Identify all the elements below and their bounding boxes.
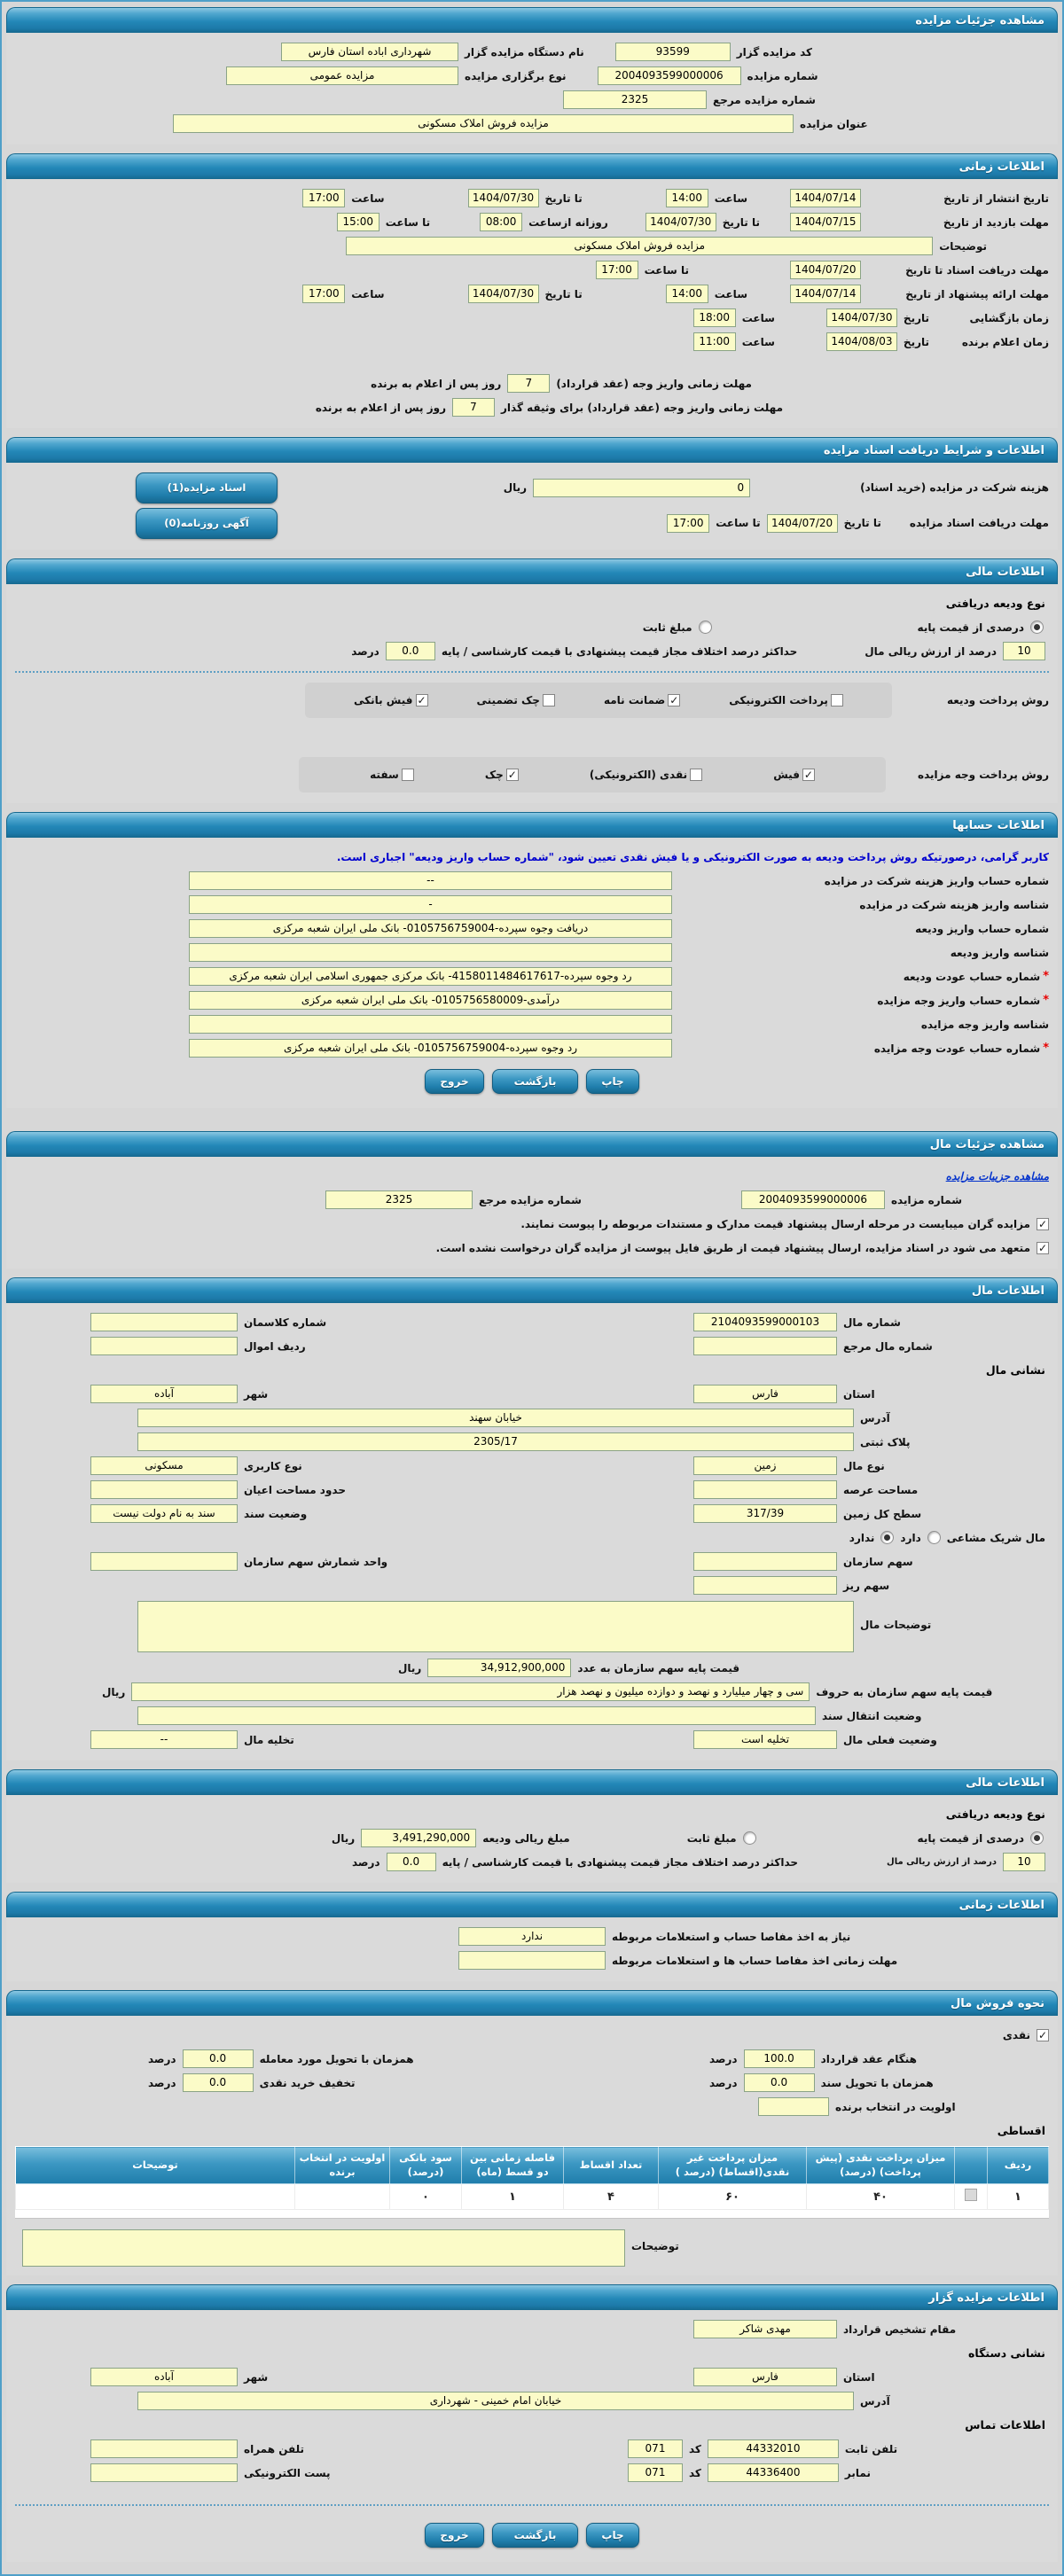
registration-plate-label: پلاک ثبتی <box>860 1435 911 1448</box>
deed-transfer-field[interactable] <box>137 1706 816 1725</box>
docs-deadline-time-field[interactable]: 17:00 <box>596 261 638 279</box>
fee-deposit-id-row: شناسه واریز هزینه شرکت در مزایده - <box>15 893 1049 917</box>
back-button[interactable]: بازگشت <box>492 2523 579 2548</box>
fixed-amount-radio[interactable] <box>699 621 712 634</box>
deposit-return-account-field[interactable]: رد وجوه سپرده-4158011484617617- بانک مرکزی جمهوری اسلامی ایران شعبه مرکزی <box>189 967 672 986</box>
no-attachment-request-row <box>15 1236 1049 1260</box>
participation-fee-row: هزینه شرکت در مزایده (خرید اسناد) 0 ریال اسناد مزایده(1) <box>15 470 1049 505</box>
asset-auction-number-field[interactable]: 2004093599000006 <box>741 1190 885 1209</box>
section-header-asset-info: اطلاعات مال <box>6 1277 1058 1303</box>
deposit-percent-suffix-2: درصد از ارزش ریالی مال <box>887 1857 997 1867</box>
percent-of-base-radio-2[interactable] <box>1030 1831 1044 1845</box>
promissory-note-checkbox[interactable] <box>402 769 414 781</box>
required-mark: * <box>1043 994 1049 1007</box>
deposit-percent-row-2: 10 درصد از ارزش ریالی مال حداکثر درصد اختلاف مجاز قیمت پیشنهادی با قیمت کارشناسی / پایه 0.0 درصد <box>15 1850 1049 1874</box>
publish-date-row: تاریخ انتشار از تاریخ 1404/07/14 ساعت 14:00 تا تاریخ 1404/07/30 ساعت 17:00 <box>15 186 1049 210</box>
contract-authority-field[interactable]: مهدی شاکر <box>693 2320 837 2338</box>
evacuation-label: تخلیه مال <box>244 1733 294 1746</box>
asset-city-field[interactable]: آباده <box>90 1385 238 1403</box>
col-installment-percent: میزان پرداخت غیر نقدی(اقساط) (درصد ) <box>659 2147 807 2184</box>
deposit-account-row: شماره حساب واریز ودیعه دریافت وجوه سپرده-0105756759004- بانک ملی ایران شعبه مرکزی <box>15 917 1049 941</box>
asset-row-label: ردیف اموال <box>244 1339 306 1353</box>
mobile-label: تلفن همراه <box>244 2442 305 2455</box>
auction-details-link[interactable]: مشاهده جزییات مزایده <box>945 1169 1049 1183</box>
sale-notes-field[interactable] <box>22 2229 625 2267</box>
section-asset-info: اطلاعات مال شماره مال 2104093599000103 شماره کلاسمان شماره مال مرجع ردیف اموال نشانی مال استان فارس شهر آباده آدرس خیابان سهند پلاک ثبتی 2305/17 نوع مال زمین نوع کاربری مسکونی مساحت عرصه حدود مساحت اعیان سطح کل زمین 317/39 وضعیت سند سند به نام دولت نیست مال شریک مشاعی دارد ندارد سهم سازمان واحد شمارش سهم سازمان سهم ریز توضیحات مال قیمت پایه سهم سازمان به عدد 34,912,900,000 ریال قیمت پایه سهم سازمان به حروف سی و چهار میلیارد و نهصد و دوازده میلیون و نهصد هزار ریال وضعیت انتقال سند وضعیت فعلی مال تخلیه است تخلیه مال -- <box>6 1277 1058 1760</box>
asset-row-field[interactable] <box>90 1337 238 1355</box>
deposit-percent-row: 10 درصد از ارزش ریالی مال حداکثر درصد اختلاف مجاز قیمت پیشنهادی با قیمت کارشناسی / پایه 0.0 درصد <box>15 639 1049 663</box>
section-accounts <box>6 812 1058 1108</box>
deed-transfer-label: وضعیت انتقال سند <box>822 1709 922 1722</box>
delivery-percent-field[interactable]: 0.0 <box>183 2049 254 2068</box>
total-land-field[interactable]: 317/39 <box>693 1504 837 1523</box>
winner-date-field[interactable]: 1404/08/03 <box>826 332 897 351</box>
deed-delivery-percent-label: همزمان با تحویل سند <box>820 2076 934 2089</box>
winner-priority-field[interactable] <box>758 2097 829 2116</box>
base-price-words-field[interactable]: سی و چهار میلیارد و نهصد و دوازده میلیون و نهصد هزار <box>131 1682 810 1701</box>
publish-date-to-field[interactable]: 1404/07/30 <box>468 189 539 207</box>
classification-label: شماره کلاسمان <box>244 1315 327 1329</box>
installment-table-wrap <box>15 2146 1049 2219</box>
building-area-label: حدود مساحت اعیان <box>244 1483 347 1496</box>
clearance-required-label: نیاز به اخذ مفاصا حساب و استعلامات مربوطه <box>612 1930 851 1943</box>
deposit-type-label: نوع ودیعه دریافتی <box>945 597 1045 610</box>
deed-delivery-percent-field[interactable]: 0.0 <box>744 2073 815 2092</box>
fixed-amount-radio-2[interactable] <box>743 1831 756 1845</box>
landline-label: تلفن ثابت <box>844 2442 898 2455</box>
section-schedule-2 <box>6 1892 1058 1981</box>
section-header-accounts: اطلاعات حسابها <box>6 812 1058 838</box>
visit-period-row: مهلت بازدید از تاریخ 1404/07/15 تا تاریخ 1404/07/30 روزانه ازساعت 08:00 تا ساعت 15:00 <box>15 210 1049 234</box>
col-select <box>955 2147 988 2184</box>
winner-announce-row: زمان اعلام برنده تاریخ 1404/08/03 ساعت 11:00 <box>15 330 1049 354</box>
exit-button[interactable]: خروج <box>425 1069 483 1094</box>
joint-owner-yes-radio[interactable] <box>927 1531 941 1544</box>
contact-info-heading: اطلاعات تماس <box>965 2418 1045 2432</box>
docs-receive-time-field[interactable]: 17:00 <box>667 514 709 533</box>
electronic-payment-checkbox[interactable] <box>831 694 843 706</box>
org-address-field[interactable]: خیابان امام خمینی - شهرداری <box>137 2392 854 2410</box>
delivery-percent-label: همزمان با تحویل مورد معامله <box>259 2052 414 2065</box>
section-financial-2 <box>6 1769 1058 1883</box>
section-header-schedule: اطلاعات زمانی <box>6 153 1058 179</box>
joint-owner-row: مال شریک مشاعی دارد ندارد <box>849 1531 1045 1544</box>
classification-field[interactable] <box>90 1313 238 1331</box>
current-status-field[interactable]: تخلیه است <box>693 1730 837 1749</box>
cell-row-number: ۱ <box>988 2184 1049 2210</box>
land-area-label: مساحت عرصه <box>843 1483 919 1496</box>
asset-city-label: شهر <box>244 1387 269 1401</box>
section-header-financial-1: اطلاعات مالی <box>6 558 1058 584</box>
winner-priority-label: اولویت در انتخاب برنده <box>835 2100 956 2113</box>
visit-time-from-field[interactable]: 08:00 <box>480 213 522 231</box>
hold-type-label: نوع برگزاری مزایده <box>465 69 567 82</box>
print-button[interactable]: چاپ <box>586 1069 638 1094</box>
deed-status-label: وضعیت سند <box>244 1507 308 1520</box>
max-diff-label: حداکثر درصد اختلاف مجاز قیمت پیشنهادی با قیمت کارشناسی / پایه <box>441 644 798 658</box>
offer-period-label: مهلت ارائه پیشنهاد از تاریخ <box>905 287 1049 301</box>
share-unit-label: واحد شمارش سهم سازمان <box>244 1555 388 1568</box>
publish-date-label: تاریخ انتشار از تاریخ <box>943 191 1049 205</box>
cell-cash-percent: ۴۰ <box>807 2184 955 2210</box>
auction-payment-id-field[interactable] <box>189 1015 672 1034</box>
cell-notes <box>16 2184 295 2210</box>
publish-time-from-field[interactable]: 14:00 <box>666 189 708 207</box>
installment-heading: اقساطی <box>997 2124 1045 2137</box>
installment-row <box>16 2184 1049 2210</box>
newspaper-ads-button[interactable]: آگهی روزنامه(0) <box>136 508 278 539</box>
org-province-label: استان <box>843 2370 875 2384</box>
cash-sale-label: نقدی <box>1002 2028 1030 2041</box>
fee-deposit-account-field[interactable]: -- <box>189 871 672 890</box>
registration-plate-field[interactable]: 2305/17 <box>137 1432 854 1451</box>
asset-number-field[interactable]: 2104093599000103 <box>693 1313 837 1331</box>
opening-time-row: زمان بازگشایی تاریخ 1404/07/30 ساعت 18:00 <box>15 306 1049 330</box>
required-mark: * <box>1043 1042 1049 1055</box>
org-address-heading: نشانی دستگاه <box>968 2346 1045 2361</box>
docs-deadline-label: مهلت دریافت اسناد تا تاریخ <box>905 263 1049 277</box>
deposit-id-row: شناسه واریز ودیعه <box>15 941 1049 964</box>
section-header-auction-details: مشاهده جزئیات مزایده <box>6 7 1058 33</box>
cash-sale-checkbox[interactable]: ✓ <box>1037 2028 1048 2041</box>
contract-payment-deadline-row: مهلت زمانی واریز وجه (عقد قرارداد) 7 روز پس از اعلام به برنده <box>15 371 1049 395</box>
col-bank-interest: سود بانکی (درصد) <box>390 2147 462 2184</box>
asset-province-field[interactable]: فارس <box>693 1385 837 1403</box>
org-province-field[interactable]: فارس <box>693 2368 837 2386</box>
reference-number-field[interactable]: 2325 <box>563 90 707 109</box>
cell-installment-count: ۴ <box>564 2184 659 2210</box>
org-share-field[interactable] <box>693 1552 837 1571</box>
section-header-financial-2: اطلاعات مالی <box>6 1769 1058 1795</box>
fax-label: نمابر <box>844 2466 871 2479</box>
print-button[interactable]: چاپ <box>586 2523 638 2548</box>
current-status-label: وضعیت فعلی مال <box>843 1733 937 1746</box>
no-attachment-request-text: متعهد می شود در اسناد مزایده، ارسال پیشنهاد قیمت از طریق فایل پیوست از مزایده گران درخواست نشده است. <box>435 1241 1030 1254</box>
clearance-required-field[interactable]: ندارد <box>458 1927 606 1946</box>
cell-winner-priority <box>295 2184 390 2210</box>
asset-address-field[interactable]: خیابان سهند <box>137 1409 854 1427</box>
deposit-return-account-row: * شماره حساب عودت ودیعه رد وجوه سپرده-4158011484617617- بانک مرکزی جمهوری اسلامی ایران شعبه مرکزی <box>15 964 1049 988</box>
hold-type-field[interactable]: مزایده عمومی <box>226 66 458 85</box>
cheque-checkbox[interactable]: ✓ <box>507 769 517 781</box>
deposit-percent-suffix: درصد از ارزش ریالی مال <box>864 644 997 658</box>
auction-payment-id-row: شناسه واریز وجه مزایده <box>15 1012 1049 1036</box>
cash-electronic-checkbox[interactable] <box>690 769 702 781</box>
deed-status-field[interactable]: سند به نام دولت نیست <box>90 1504 238 1523</box>
deposit-type-options-row <box>15 615 1049 639</box>
cash-discount-label: تخفیف خرید نقدی <box>259 2076 356 2089</box>
participation-fee-field[interactable]: 0 <box>533 479 750 497</box>
attachment-required-row <box>15 1212 1049 1236</box>
auction-subject-field[interactable]: مزایده فروش املاک مسکونی <box>173 114 794 133</box>
schedule-notes-field[interactable]: مزایده فروش املاک مسکونی <box>346 237 933 255</box>
col-row: ردیف <box>988 2147 1049 2184</box>
auction-code-field[interactable]: 93599 <box>615 43 731 61</box>
docs-deadline-row: مهلت دریافت اسناد تا تاریخ 1404/07/20 تا ساعت 17:00 <box>15 258 1049 282</box>
accounts-buttons <box>15 1060 1049 1099</box>
cash-discount-field[interactable]: 0.0 <box>183 2073 254 2092</box>
sale-notes-label: توضیحات <box>631 2240 679 2253</box>
opening-time-label: زمان بازگشایی <box>969 311 1049 324</box>
divider <box>15 2504 1049 2506</box>
asset-auction-ref-label: شماره مزایده مرجع <box>479 1193 582 1206</box>
winner-announce-label: زمان اعلام برنده <box>961 335 1049 348</box>
landline-code-field[interactable]: 071 <box>628 2439 683 2458</box>
auction-documents-button[interactable]: اسناد مزایده(1) <box>136 472 278 503</box>
auctioneer-name-label: نام دستگاه مزایده گزار <box>465 45 584 59</box>
base-price-words-label: قیمت پایه سهم سازمان به حروف <box>816 1685 993 1698</box>
auction-payment-methods-label: روش پرداخت وجه مزایده <box>918 769 1049 781</box>
visit-date-to-field[interactable]: 1404/07/30 <box>645 213 716 231</box>
contract-payment-deadline-label: مهلت زمانی واریز وجه (عقد قرارداد) <box>556 377 752 390</box>
fixed-amount-label: مبلغ ثابت <box>642 621 692 634</box>
deposit-account-field[interactable]: دریافت وجوه سپرده-0105756759004- بانک ملی ایران شعبه مرکزی <box>189 919 672 938</box>
docs-receive-date-field[interactable]: 1404/07/20 <box>767 514 838 533</box>
guarantor-payment-days-field[interactable]: 7 <box>452 398 495 417</box>
contract-percent-label: هنگام عقد قرارداد <box>820 2052 917 2065</box>
usage-type-field[interactable]: مسکونی <box>90 1456 238 1475</box>
section-header-documents: اطلاعات و شرایط دریافت اسناد مزایده <box>6 437 1058 463</box>
section-financial-1 <box>6 558 1058 803</box>
section-header-schedule-2: اطلاعات زمانی <box>6 1892 1058 1917</box>
asset-notes-label: توضیحات مال <box>860 1619 932 1631</box>
total-land-label: سطح کل زمین <box>843 1507 922 1520</box>
contract-payment-days-field[interactable]: 7 <box>507 374 550 393</box>
deposit-id-field[interactable] <box>189 943 672 962</box>
org-address-label: آدرس <box>860 2394 890 2408</box>
auction-payment-methods-row <box>15 755 1049 794</box>
deposit-percent-field-2[interactable]: 10 <box>1003 1853 1045 1871</box>
deposit-type-options-row-2: درصدی از قیمت پایه مبلغ ثابت مبلغ ریالی ودیعه 3,491,290,000 ریال <box>15 1826 1049 1850</box>
cell-select <box>955 2184 988 2210</box>
divider <box>15 671 1049 673</box>
slip-checkbox[interactable]: ✓ <box>803 769 813 781</box>
section-asset-view <box>6 1131 1058 1268</box>
sub-share-label: سهم ریز <box>843 1579 890 1592</box>
email-field[interactable] <box>90 2463 238 2482</box>
joint-owner-label: مال شریک مشاعی <box>946 1531 1045 1544</box>
clearance-deadline-row <box>15 1948 1049 1972</box>
deposit-amount-field[interactable]: 3,491,290,000 <box>361 1829 476 1847</box>
participation-fee-label: هزینه شرکت در مزایده (خرید اسناد) <box>860 481 1049 494</box>
fax-field[interactable]: 44336400 <box>708 2463 839 2482</box>
docs-receive-deadline-row: مهلت دریافت اسناد مزایده تا تاریخ 1404/07/20 تا ساعت 17:00 آگهی روزنامه(0) <box>15 505 1049 541</box>
guarantor-payment-deadline-label: مهلت زمانی واریز وجه (عقد قرارداد) برای وثیقه گذار <box>501 401 783 414</box>
required-mark: * <box>1043 970 1049 983</box>
certified-cheque-checkbox[interactable] <box>543 694 555 706</box>
deposit-payment-methods-panel: پرداخت الکترونیکی ✓ ضمانت نامه چک تضمینی ✓ فیش بانکی <box>305 683 892 718</box>
asset-ref-field[interactable] <box>693 1337 837 1355</box>
asset-address-heading: نشانی مال <box>985 1363 1045 1377</box>
asset-number-label: شماره مال <box>843 1315 901 1329</box>
bank-slip-checkbox[interactable]: ✓ <box>417 694 426 706</box>
accounts-notice: کاربر گرامی، درصورتیکه روش پرداخت ودیعه به صورت الکترونیکی و یا فیش نقدی تعیین شود، "شماره حساب واریز ودیعه" اجباری است. <box>336 850 1049 863</box>
contract-percent-field[interactable]: 100.0 <box>744 2049 815 2068</box>
section-header-auctioneer: اطلاعات مزایده گزار <box>6 2284 1058 2310</box>
auction-payment-return-account-field[interactable]: رد وجوه سپرده-0105756759004- بانک ملی ایران شعبه مرکزی <box>189 1039 672 1058</box>
visit-date-from-field[interactable]: 1404/07/15 <box>790 213 861 231</box>
usage-type-label: نوع کاربری <box>244 1459 302 1472</box>
publish-time-to-field[interactable]: 17:00 <box>302 189 345 207</box>
col-installment-interval: فاصله زمانی بین دو قسط (ماه) <box>462 2147 564 2184</box>
publish-date-from-field[interactable]: 1404/07/14 <box>790 189 861 207</box>
cash-sale-row <box>15 2023 1049 2047</box>
visit-period-label: مهلت بازدید از تاریخ <box>943 215 1049 229</box>
col-installment-count: تعداد اقساط <box>564 2147 659 2184</box>
auction-subject-label: عنوان مزایده <box>800 117 868 130</box>
building-area-field[interactable] <box>90 1480 238 1499</box>
percent-of-base-radio[interactable] <box>1030 621 1044 634</box>
max-diff-field-2[interactable]: 0.0 <box>387 1853 436 1871</box>
docs-receive-deadline-label: مهلت دریافت اسناد مزایده <box>909 517 1049 529</box>
cell-installment-percent: ۶۰ <box>659 2184 807 2210</box>
reference-number-label: شماره مزایده مرجع <box>713 93 816 106</box>
section-documents <box>6 437 1058 550</box>
asset-type-field[interactable]: زمین <box>693 1456 837 1475</box>
asset-auction-ref-field[interactable]: 2325 <box>325 1190 473 1209</box>
evacuation-field[interactable]: -- <box>90 1730 238 1749</box>
winner-time-field[interactable]: 11:00 <box>693 332 736 351</box>
clearance-deadline-field[interactable] <box>458 1951 606 1970</box>
asset-address-label: آدرس <box>860 1411 890 1425</box>
asset-notes-field[interactable] <box>137 1601 854 1652</box>
schedule-notes-row <box>15 234 1049 258</box>
no-attachment-request-checkbox[interactable]: ✓ <box>1037 1241 1048 1254</box>
base-price-label: قیمت پایه سهم سازمان به عدد <box>577 1661 740 1674</box>
offer-date-from-field[interactable]: 1404/07/14 <box>790 285 861 303</box>
mobile-field[interactable] <box>90 2439 238 2458</box>
footer-buttons <box>15 2514 1049 2553</box>
deposit-payment-methods-label: روش پرداخت ودیعه <box>946 694 1049 706</box>
opening-time-field[interactable]: 18:00 <box>693 308 736 327</box>
section-auction-details <box>6 7 1058 144</box>
offer-time-to-field[interactable]: 17:00 <box>302 285 345 303</box>
row-select-checkbox[interactable] <box>965 2189 977 2201</box>
auction-payment-methods-panel: ✓ فیش نقدی (الکترونیکی) ✓ چک سفته <box>299 757 886 792</box>
auctioneer-name-field[interactable]: شهرداری اباده استان فارس <box>281 43 458 61</box>
fixed-amount-label-2: مبلغ ثابت <box>686 1831 737 1845</box>
landline-field[interactable]: 44332010 <box>708 2439 839 2458</box>
fee-deposit-account-row: شماره حساب واریز هزینه شرکت در مزایده -- <box>15 869 1049 893</box>
contract-authority-label: مقام تشخیص قرارداد <box>843 2322 957 2336</box>
section-sale-method: نحوه فروش مال ✓ نقدی هنگام عقد قرارداد 100.0 درصد همزمان با تحویل مورد معامله 0.0 درصد همزمان با تحویل سند 0.0 درصد تخفیف خرید نقدی 0.0 درصد اولویت در انتخاب برنده اقساطی ردیف میزان پرداخت نقدی (پیش پرداخت) (درصد) میزان پرداخت غیر نقدی(اقساط) (درصد ) تعداد اقساط فاصله زمانی بین دو قسط (ماه) سود بانکی (درصد) اولویت در انتخاب برنده توضیحات ۱ ۴۰ ۶۰ ۴ ۱ ۰ توضیحات <box>6 1990 1058 2275</box>
asset-province-label: استان <box>843 1387 875 1401</box>
section-header-asset-view: مشاهده جزئیات مال <box>6 1131 1058 1157</box>
guarantee-letter-checkbox[interactable]: ✓ <box>669 694 679 706</box>
opening-date-field[interactable]: 1404/07/30 <box>826 308 897 327</box>
docs-deadline-date-field[interactable]: 1404/07/20 <box>790 261 861 279</box>
org-city-label: شهر <box>244 2370 269 2384</box>
col-cash-percent: میزان پرداخت نقدی (پیش پرداخت) (درصد) <box>807 2147 955 2184</box>
max-diff-field[interactable]: 0.0 <box>386 642 435 660</box>
org-city-field[interactable]: آباده <box>90 2368 238 2386</box>
percent-of-base-label: درصدی از قیمت پایه <box>917 621 1024 634</box>
attachment-required-checkbox[interactable]: ✓ <box>1037 1217 1048 1230</box>
clearance-deadline-label: مهلت زمانی اخذ مفاصا حساب ها و استعلامات مربوطه <box>612 1954 898 1967</box>
asset-type-label: نوع مال <box>843 1459 885 1472</box>
deposit-payment-methods-row <box>15 681 1049 720</box>
visit-time-to-field[interactable]: 15:00 <box>337 213 379 231</box>
clearance-required-row <box>15 1924 1049 1948</box>
offer-date-to-field[interactable]: 1404/07/30 <box>468 285 539 303</box>
schedule-notes-label: توضیحات <box>939 239 987 253</box>
exit-button[interactable]: خروج <box>425 2523 483 2548</box>
col-winner-priority: اولویت در انتخاب برنده <box>295 2147 390 2184</box>
joint-owner-no-radio[interactable] <box>880 1531 894 1544</box>
sub-share-field[interactable] <box>693 1576 837 1595</box>
asset-ref-label: شماره مال مرجع <box>843 1339 933 1353</box>
cell-bank-interest: ۰ <box>390 2184 462 2210</box>
org-share-label: سهم سازمان <box>843 1555 913 1568</box>
share-unit-field[interactable] <box>90 1552 238 1571</box>
auction-payment-return-account-row: * شماره حساب عودت وجه مزایده رد وجوه سپرده-0105756759004- بانک ملی ایران شعبه مرکزی <box>15 1036 1049 1060</box>
auction-payment-account-field[interactable]: درآمدی-0105756580009- بانک ملی ایران شعبه مرکزی <box>189 991 672 1010</box>
deposit-amount-label: مبلغ ریالی ودیعه <box>482 1831 570 1845</box>
section-auctioneer: اطلاعات مزایده گزار مقام تشخیص قرارداد مهدی شاکر نشانی دستگاه استان فارس شهر آباده آدرس خیابان امام خمینی - شهرداری اطلاعات تماس تلفن ثابت 44332010 کد 071 تلفن همراه نمابر 44336400 کد 071 پست الکترونیکی چاپ بازگشت خروج <box>6 2284 1058 2562</box>
fee-deposit-id-field[interactable]: - <box>189 895 672 914</box>
email-label: پست الکترونیکی <box>244 2466 331 2479</box>
back-button[interactable]: بازگشت <box>492 1069 579 1094</box>
section-schedule <box>6 153 1058 428</box>
deposit-type-label-2: نوع ودیعه دریافتی <box>945 1807 1045 1821</box>
installment-table <box>15 2146 1049 2210</box>
auction-code-label: کد مزایده گزار <box>736 45 813 59</box>
auction-payment-account-row: * شماره حساب واریز وجه مزایده درآمدی-0105756580009- بانک ملی ایران شعبه مرکزی <box>15 988 1049 1012</box>
asset-auction-number-label: شماره مزایده <box>890 1193 963 1206</box>
deposit-percent-field[interactable]: 10 <box>1003 642 1045 660</box>
offer-period-row: مهلت ارائه پیشنهاد از تاریخ 1404/07/14 ساعت 14:00 تا تاریخ 1404/07/30 ساعت 17:00 <box>15 282 1049 306</box>
auction-number-label: شماره مزایده <box>747 69 818 82</box>
cell-installment-interval: ۱ <box>462 2184 564 2210</box>
auction-number-field[interactable]: 2004093599000006 <box>598 66 741 85</box>
land-area-field[interactable] <box>693 1480 837 1499</box>
percent-of-base-label-2: درصدی از قیمت پایه <box>917 1831 1024 1845</box>
attachment-required-text: مزایده گران میبایست در مرحله ارسال پیشنهاد قیمت مدارک و مستندات مربوطه را پیوست نمایند. <box>520 1217 1030 1230</box>
offer-time-from-field[interactable]: 14:00 <box>666 285 708 303</box>
col-notes: توضیحات <box>16 2147 295 2184</box>
guarantor-payment-deadline-row: مهلت زمانی واریز وجه (عقد قرارداد) برای وثیقه گذار 7 روز پس از اعلام به برنده <box>15 395 1049 419</box>
section-header-sale-method: نحوه فروش مال <box>6 1990 1058 2016</box>
max-diff-label-2: حداکثر درصد اختلاف مجاز قیمت پیشنهادی با قیمت کارشناسی / پایه <box>442 1855 799 1869</box>
base-price-field[interactable]: 34,912,900,000 <box>427 1659 571 1677</box>
fax-code-field[interactable]: 071 <box>628 2463 683 2482</box>
